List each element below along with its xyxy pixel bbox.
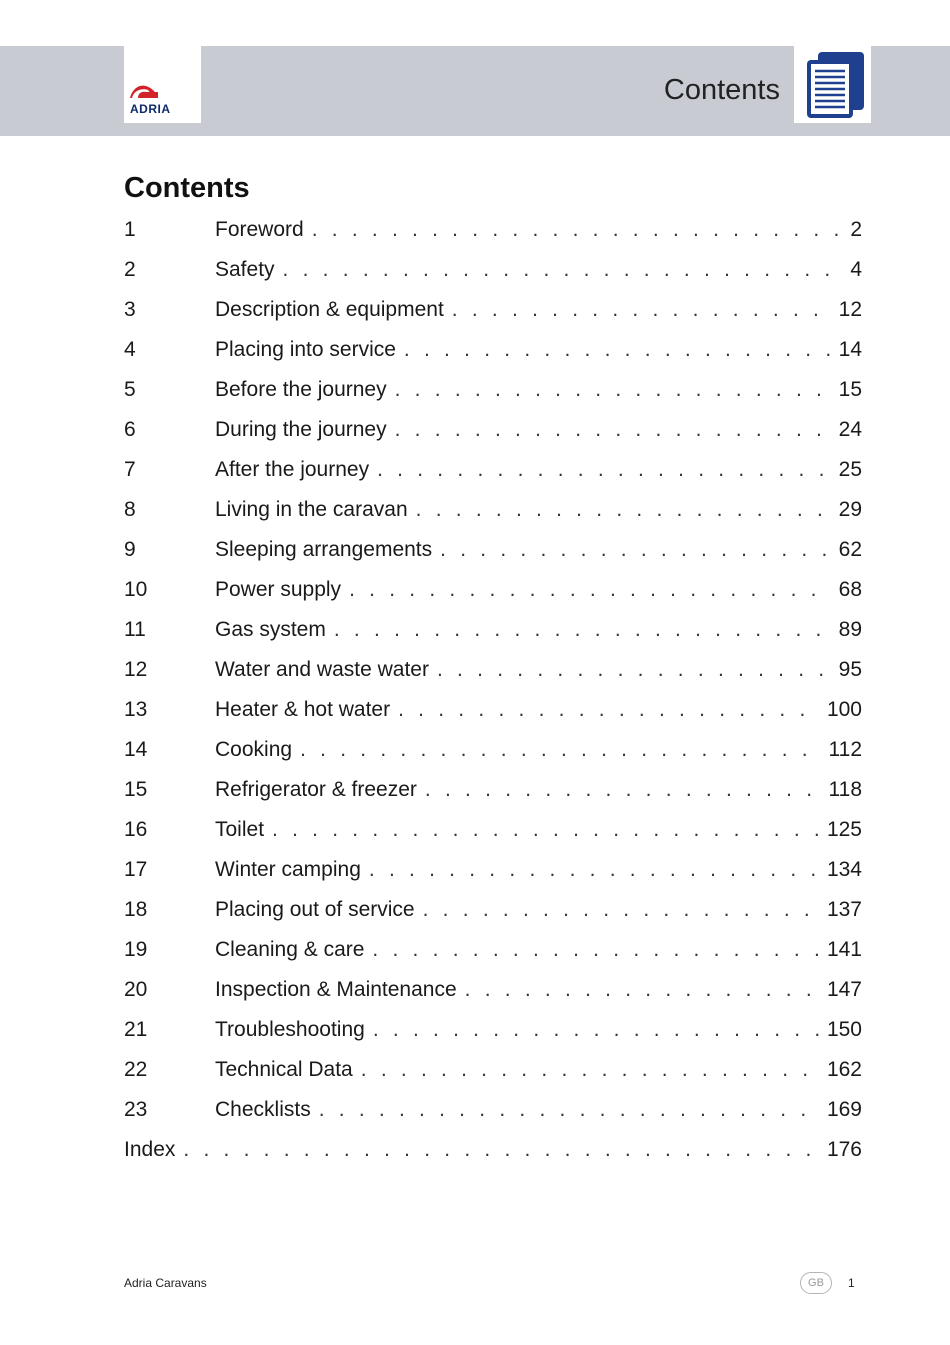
toc-entry-page: 100: [826, 698, 862, 721]
toc-entry-number: 5: [124, 378, 136, 401]
toc-entry-line: [215, 934, 862, 966]
toc-entry[interactable]: [124, 694, 862, 734]
toc-dot-leader: [440, 534, 831, 566]
toc-dot-leader: [183, 1134, 819, 1166]
toc-entry[interactable]: [124, 294, 862, 334]
toc-dot-leader: [423, 894, 819, 926]
toc-entry-line: [215, 254, 862, 286]
toc-entry-line: [215, 494, 862, 526]
toc-entry-title: Placing into service: [215, 338, 396, 361]
toc-dot-leader: [465, 974, 819, 1006]
toc-dot-leader: [425, 774, 821, 806]
toc-entry[interactable]: [124, 534, 862, 574]
toc-entry-number: 22: [124, 1058, 148, 1081]
toc-entry-number: 2: [124, 258, 136, 281]
toc-entry-page: 118: [828, 778, 862, 801]
toc-entry-title: Before the journey: [215, 378, 387, 401]
toc-entry-page: 29: [838, 498, 862, 521]
toc-entry-title: Checklists: [215, 1098, 311, 1121]
adria-logo: [124, 46, 201, 123]
toc-entry-number: 13: [124, 698, 148, 721]
toc-dot-leader: [373, 1014, 819, 1046]
toc-entry-line: [215, 854, 862, 886]
toc-entry-line: [215, 614, 862, 646]
toc-entry[interactable]: [124, 734, 862, 774]
toc-entry-number: 4: [124, 338, 136, 361]
toc-entry-line: [215, 374, 862, 406]
toc-entry-line: [215, 294, 862, 326]
toc-entry-page: 150: [826, 1018, 862, 1041]
toc-entry[interactable]: [124, 1014, 862, 1054]
toc-entry-page: 147: [826, 978, 862, 1001]
toc-dot-leader: [395, 414, 831, 446]
toc-entry-line: [215, 894, 862, 926]
toc-entry-number: 9: [124, 538, 136, 561]
toc-dot-leader: [452, 294, 831, 326]
toc-entry-page: 112: [828, 738, 862, 761]
toc-entry[interactable]: [124, 334, 862, 374]
toc-entry[interactable]: [124, 574, 862, 614]
toc-entry-number: 19: [124, 938, 148, 961]
toc-entry-title: Description & equipment: [215, 298, 444, 321]
toc-dot-leader: [372, 934, 819, 966]
toc-entry-line: [215, 774, 862, 806]
toc-entry-title: Heater & hot water: [215, 698, 391, 721]
toc-entry-page: 25: [838, 458, 862, 481]
toc-entry-number: 14: [124, 738, 148, 761]
toc-entry-title: Toilet: [215, 818, 265, 841]
toc-entry[interactable]: [124, 1054, 862, 1094]
toc-entry-number: 21: [124, 1018, 148, 1041]
toc-entry-title: During the journey: [215, 418, 387, 441]
toc-dot-leader: [416, 494, 831, 526]
toc-dot-leader: [395, 374, 831, 406]
toc-entry[interactable]: [124, 614, 862, 654]
toc-entry-number: 10: [124, 578, 148, 601]
toc-entry[interactable]: [124, 1094, 862, 1134]
toc-entry-title: Gas system: [215, 618, 326, 641]
toc-entry-title: Foreword: [215, 218, 304, 241]
brand-wordmark: ADRIA: [130, 102, 171, 116]
toc-entry-number: 3: [124, 298, 136, 321]
toc-entry-number: 20: [124, 978, 148, 1001]
toc-entry-title: Technical Data: [215, 1058, 353, 1081]
toc-entry-page: 162: [826, 1058, 862, 1081]
toc-entry-page: 95: [838, 658, 862, 681]
toc-entry-number: 8: [124, 498, 136, 521]
toc-entry-page: 89: [838, 618, 862, 641]
table-of-contents: [124, 214, 862, 1174]
toc-entry-title: Placing out of service: [215, 898, 415, 921]
toc-entry-line: [215, 974, 862, 1006]
toc-entry[interactable]: [124, 494, 862, 534]
toc-entry[interactable]: [124, 374, 862, 414]
toc-dot-leader: [437, 654, 831, 686]
toc-entry-page: 62: [838, 538, 862, 561]
toc-entry-title: Index: [124, 1138, 176, 1161]
toc-entry[interactable]: [124, 814, 862, 854]
toc-entry-line: [124, 1134, 862, 1166]
toc-entry-page: 14: [838, 338, 862, 361]
toc-dot-leader: [334, 614, 831, 646]
toc-dot-leader: [272, 814, 819, 846]
toc-index-entry[interactable]: [124, 1134, 862, 1174]
toc-entry-number: 11: [124, 618, 146, 641]
toc-entry-title: After the journey: [215, 458, 370, 481]
toc-entry-line: [215, 454, 862, 486]
toc-entry[interactable]: [124, 894, 862, 934]
toc-entry-line: [215, 654, 862, 686]
toc-dot-leader: [319, 1094, 819, 1126]
toc-entry[interactable]: [124, 774, 862, 814]
toc-dot-leader: [361, 1054, 819, 1086]
toc-dot-leader: [283, 254, 843, 286]
toc-entry-number: 6: [124, 418, 136, 441]
toc-dot-leader: [300, 734, 820, 766]
toc-entry-title: Cleaning & care: [215, 938, 365, 961]
toc-entry-title: Cooking: [215, 738, 293, 761]
toc-entry-line: [215, 214, 862, 246]
toc-dot-leader: [369, 854, 819, 886]
toc-entry-page: 141: [826, 938, 862, 961]
toc-entry-page: 169: [826, 1098, 862, 1121]
toc-entry-number: 16: [124, 818, 148, 841]
toc-entry-line: [215, 1054, 862, 1086]
toc-entry-line: [215, 534, 862, 566]
toc-entry[interactable]: [124, 254, 862, 294]
toc-entry-number: 23: [124, 1098, 148, 1121]
language-badge: GB: [800, 1272, 832, 1294]
toc-entry-number: 12: [124, 658, 148, 681]
toc-entry-title: Inspection & Maintenance: [215, 978, 457, 1001]
toc-entry-number: 1: [124, 218, 136, 241]
toc-entry-line: [215, 414, 862, 446]
toc-entry-line: [215, 694, 862, 726]
document-list-icon: [794, 46, 871, 123]
toc-entry-page: 24: [838, 418, 862, 441]
toc-entry-number: 17: [124, 858, 148, 881]
toc-entry-page: 12: [838, 298, 862, 321]
toc-entry-title: Safety: [215, 258, 275, 281]
toc-entry-page: 125: [826, 818, 862, 841]
toc-entry[interactable]: [124, 654, 862, 694]
toc-dot-leader: [312, 214, 843, 246]
footer-company: Adria Caravans: [124, 1276, 207, 1290]
toc-entry-line: [215, 814, 862, 846]
toc-entry[interactable]: [124, 454, 862, 494]
toc-dot-leader: [398, 694, 819, 726]
toc-entry-title: Living in the caravan: [215, 498, 408, 521]
toc-dot-leader: [404, 334, 831, 366]
toc-entry-line: [215, 574, 862, 606]
toc-entry-number: 15: [124, 778, 148, 801]
toc-entry-title: Winter camping: [215, 858, 361, 881]
toc-entry-number: 18: [124, 898, 148, 921]
toc-entry-page: 15: [838, 378, 862, 401]
toc-entry-page: 2: [850, 218, 862, 241]
toc-entry[interactable]: [124, 214, 862, 254]
toc-entry-line: [215, 734, 862, 766]
header-title: Contents: [663, 74, 780, 106]
toc-entry[interactable]: [124, 934, 862, 974]
toc-entry[interactable]: [124, 974, 862, 1014]
toc-entry[interactable]: [124, 854, 862, 894]
toc-entry-title: Refrigerator & freezer: [215, 778, 417, 801]
toc-entry-title: Water and waste water: [215, 658, 429, 681]
toc-entry-page: 176: [826, 1138, 862, 1161]
toc-entry-page: 137: [826, 898, 862, 921]
toc-entry-title: Troubleshooting: [215, 1018, 365, 1041]
toc-entry-title: Sleeping arrangements: [215, 538, 433, 561]
toc-entry-page: 4: [850, 258, 862, 281]
toc-entry-page: 134: [826, 858, 862, 881]
toc-entry-title: Power supply: [215, 578, 342, 601]
toc-entry-line: [215, 334, 862, 366]
toc-heading: Contents: [124, 172, 250, 204]
toc-entry-number: 7: [124, 458, 136, 481]
toc-entry-page: 68: [838, 578, 862, 601]
toc-entry-line: [215, 1094, 862, 1126]
toc-dot-leader: [377, 454, 831, 486]
page-number: 1: [848, 1276, 855, 1290]
toc-entry-line: [215, 1014, 862, 1046]
toc-entry[interactable]: [124, 414, 862, 454]
toc-dot-leader: [349, 574, 831, 606]
